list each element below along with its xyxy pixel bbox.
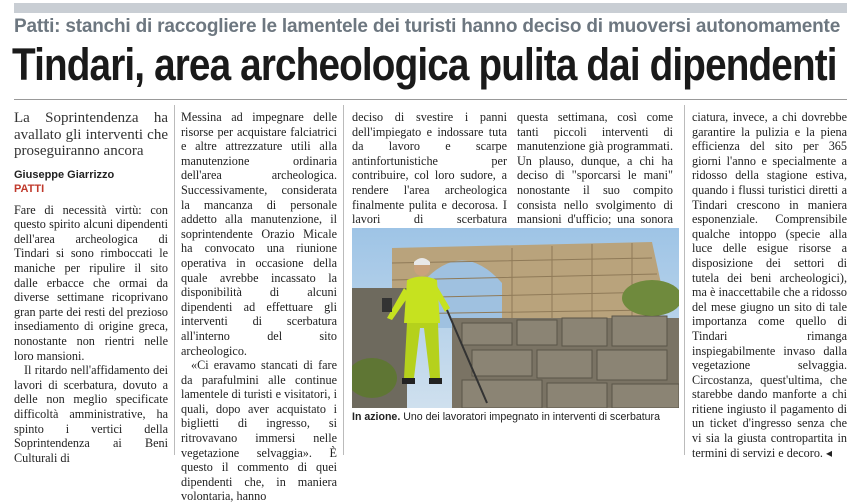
- article-photo: [352, 228, 679, 408]
- paragraph: Fare di necessità virtù: con questo spirito alcuni dipendenti dell'area archeologica di Tindari si sono rimboccati le maniche per ripulire il sito dalle erbacce che ormai da diverse settimane ricoprivano gran parte dei resti del prezioso insediamento di origine greca, nonostante non rientri nelle loro mansioni.: [14, 202, 168, 363]
- photo-caption: [352, 411, 682, 423]
- headline-rule: [14, 99, 847, 100]
- column-4: [517, 110, 673, 241]
- column-2: [181, 110, 337, 504]
- column-3: [352, 110, 507, 241]
- headline: Tindari, area archeologica pulita dai dipendenti: [12, 39, 837, 90]
- paragraph: «Ci eravamo stancati di fare da parafulmini alle continue lamentele di turisti e visitatori, i quali, dopo aver acquistato i biglietti di ingresso, si ritrovavano immersi nelle vegetazione selvaggia». È questo il commento di quei dipendenti che, in maniera volontaria, hanno: [181, 358, 337, 504]
- paragraph: Messina ad impegnare delle risorse per acquistare falciatrici e altre attrezzature utili alla manutenzione ordinaria dell'area archeologica. Successivamente, considerata la mancanza di personale addetto alla manutenzione, il soprintendente Orazio Micale ha convocato una riunione operativa in occasione della quale avrebbe incassato la disponibilità di alcuni dipendenti ad effettuare gli interventi di scerbatura all'interno del sito archeologico.: [181, 110, 337, 358]
- paragraph: ciatura, invece, a chi dovrebbe garantire la pulizia e la piena efficienza del sito per 365 giorni l'anno e specialmente a ridosso della stagione estiva, quando i flussi turistici diretti a Tindari crescono in maniera esponenziale. Comprensibile qualche intoppo (specie alla luce delle esigue risorse a disposizione dei settori di tutela dei beni archeologici), ma è inaccettabile che a ridosso del mese giugno un sito di tale importanza come quello di Tindari rimanga inspiegabilmente invaso dalla vegetazione selvaggia. Circostanza, quest'ultima, che starebbe dando manforte a chi ritiene ingiusto il pagamento di un ticket d'ingresso senza che vi sia la giusta contropartita in termini di servizi e decoro. ◂: [692, 110, 847, 460]
- column-divider: [684, 105, 685, 455]
- byline-place: PATTI: [14, 183, 45, 196]
- caption-text: Uno dei lavoratori impegnato in interventi di scerbatura: [403, 411, 660, 423]
- kicker: Patti: stanchi di raccogliere le lamentele dei turisti hanno deciso di muoversi autonomamente: [14, 16, 841, 37]
- column-1: [14, 110, 168, 465]
- paragraph: deciso di svestire i panni dell'impiegato e indossare tuta da lavoro e scarpe antinfortunistiche per contribuire, col loro sudore, a rendere l'area archeologica finalmente pulita e decorosa. I lavori di scerbatura: [352, 110, 507, 227]
- paragraph: questa settimana, così come tanti piccoli interventi di manutenzione già programmati. Un plauso, dunque, a chi ha deciso di "sporcarsi le mani" nonostante il suo compito consista nello svolgimento di mansioni d'ufficio; una sonora: [517, 110, 673, 227]
- column-5: [692, 110, 847, 460]
- caption-label: In azione.: [352, 411, 401, 423]
- byline-author: Giuseppe Giarrizzo: [14, 168, 115, 181]
- top-color-bar: [14, 3, 847, 13]
- subheadline: La Soprintendenza ha avallato gli interventi che proseguiranno ancora: [14, 110, 168, 159]
- column-divider: [343, 105, 344, 455]
- column-divider: [174, 105, 175, 455]
- paragraph: Il ritardo nell'affidamento dei lavori di scerbatura, dovuto a delle non meglio specificate difficoltà amministrative, ha spinto i vertici della Soprintendenza ai Beni Culturali di: [14, 363, 168, 465]
